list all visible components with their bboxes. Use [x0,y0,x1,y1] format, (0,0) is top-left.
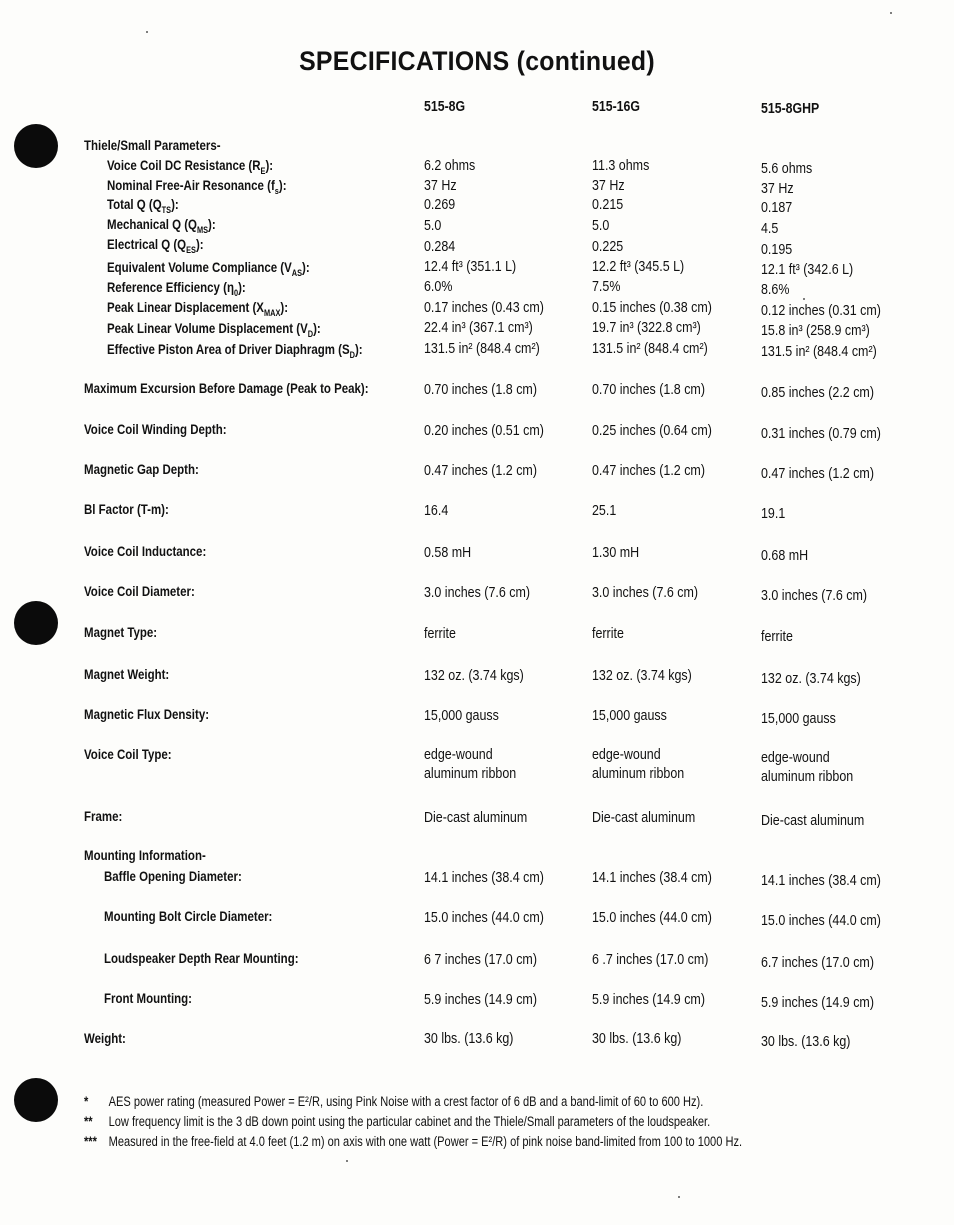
spec-value: 5.9 inches (14.9 cm) [424,992,537,1008]
spec-label-text: Reference Efficiency (η [107,279,234,295]
spec-label-text: Peak Linear Volume Displacement (V [107,320,308,336]
footnote [84,1114,710,1129]
spec-label-subscript: TS [161,204,172,215]
spec-value: 8.6% [761,282,790,298]
spec-value: 0.31 inches (0.79 cm) [761,426,881,442]
spec-value: edge-wound [761,750,830,766]
spec-value: 12.4 ft³ (351.1 L) [424,259,517,275]
spec-value: 15.0 inches (44.0 cm) [761,913,881,929]
spec-value: 5.6 ohms [761,161,813,177]
spec-label [107,216,216,235]
spec-value: 15,000 gauss [424,708,499,724]
spec-label-subscript: 0 [233,287,239,298]
spec-value: 6 7 inches (17.0 cm) [424,952,537,968]
spec-value: 16.4 [424,503,449,519]
spec-value: 4.5 [761,221,779,237]
spec-value: edge-wound [424,747,493,763]
spec-label-subscript: ES [186,244,196,255]
spec-label: Voice Coil Type: [84,746,172,762]
spec-label-subscript: MAX [263,307,281,318]
spec-label: Baffle Opening Diameter: [104,868,242,884]
spec-label-subscript: E [260,165,266,176]
spec-label [107,259,310,278]
spec-value: 0.15 inches (0.38 cm) [592,300,712,316]
spec-value: 12.2 ft³ (345.5 L) [592,259,685,275]
spec-value: Die-cast aluminum [592,810,696,826]
spec-value: 5.0 [424,218,442,234]
weight-value: 30 lbs. (13.6 kg) [761,1034,851,1050]
spec-label-text: Voice Coil DC Resistance (R [107,157,261,173]
spec-value: 0.269 [424,197,456,213]
spec-value: 15.0 inches (44.0 cm) [592,910,712,926]
spec-label-suffix: ): [354,341,363,357]
spec-label [107,236,204,255]
spec-label [107,299,288,318]
spec-label-subscript: D [349,349,355,360]
spec-label-text: Mechanical Q (Q [107,216,197,232]
spec-value: 3.0 inches (7.6 cm) [592,585,699,601]
scan-speck [890,12,892,14]
spec-label: Frame: [84,808,123,824]
spec-value: 5.0 [592,218,610,234]
spec-value: aluminum ribbon [761,769,854,785]
spec-value: 0.215 [592,197,624,213]
spec-value: 19.1 [761,506,786,522]
spec-value: 0.85 inches (2.2 cm) [761,385,874,401]
spec-label-text: Nominal Free-Air Resonance (f [107,177,275,193]
spec-label-subscript: AS [291,267,303,278]
spec-label-text: Equivalent Volume Compliance (V [107,259,292,275]
footnote-mark: ** [84,1114,93,1129]
spec-label: Magnet Type: [84,624,158,640]
spec-value: 131.5 in² (848.4 cm²) [424,341,540,357]
spec-value: 6.0% [424,279,453,295]
spec-label: Magnet Weight: [84,666,170,682]
footnote-text: AES power rating (measured Power = E²/R, using Pink Noise with a crest factor of 6 dB and a band-limit of 60 to 600 Hz). [108,1094,704,1109]
column-header-515-8ghp: 515-8GHP [761,101,820,117]
spec-value: 37 Hz [424,178,457,194]
punch-hole-icon [14,601,58,645]
spec-label: Mounting Bolt Circle Diameter: [104,908,273,924]
spec-value: 37 Hz [592,178,625,194]
spec-value: 0.12 inches (0.31 cm) [761,303,881,319]
spec-value: 22.4 in³ (367.1 cm³) [424,320,533,336]
spec-label-subscript: s [274,185,279,196]
spec-value: 0.58 mH [424,545,472,561]
spec-value: 0.47 inches (1.2 cm) [761,466,874,482]
spec-value: 132 oz. (3.74 kgs) [592,668,692,684]
spec-value: 131.5 in² (848.4 cm²) [592,341,708,357]
scan-speck [346,1160,348,1162]
spec-value: 3.0 inches (7.6 cm) [424,585,531,601]
footnote-mark: * [84,1094,89,1109]
spec-label: Bl Factor (T-m): [84,501,169,517]
spec-label: Front Mounting: [104,990,192,1006]
punch-hole-icon [14,1078,58,1122]
scan-speck [678,1196,680,1198]
spec-value: 0.284 [424,239,456,255]
spec-value: 0.47 inches (1.2 cm) [424,463,537,479]
punch-hole-icon [14,124,58,168]
spec-label [107,196,179,215]
spec-label-suffix: ): [208,216,216,232]
spec-value: ferrite [761,629,793,645]
spec-value: 0.187 [761,200,793,216]
spec-value: 1.30 mH [592,545,640,561]
spec-value: 15,000 gauss [592,708,667,724]
spec-label-suffix: ): [313,320,321,336]
spec-label: Voice Coil Diameter: [84,583,195,599]
spec-label-subscript: D [307,328,314,339]
spec-label-weight: Weight: [84,1030,126,1046]
section-heading-mounting: Mounting Information- [84,847,206,863]
spec-label: Voice Coil Winding Depth: [84,421,227,437]
spec-value: 12.1 ft³ (342.6 L) [761,262,854,278]
footnote [84,1094,703,1109]
spec-value: 132 oz. (3.74 kgs) [761,671,861,687]
spec-label-suffix: ): [265,157,274,173]
spec-value: Die-cast aluminum [761,813,865,829]
spec-label [107,157,273,176]
spec-value: 0.20 inches (0.51 cm) [424,423,544,439]
spec-label-text: Total Q (Q [107,196,162,212]
spec-value: 0.25 inches (0.64 cm) [592,423,712,439]
spec-value: 0.225 [592,239,624,255]
spec-label: Loudspeaker Depth Rear Mounting: [104,950,299,966]
footnote [84,1134,742,1149]
spec-value: 14.1 inches (38.4 cm) [592,870,712,886]
spec-value: 0.70 inches (1.8 cm) [424,382,537,398]
spec-value: ferrite [424,626,456,642]
spec-value: 131.5 in² (848.4 cm²) [761,344,877,360]
spec-value: aluminum ribbon [424,766,517,782]
spec-value: 14.1 inches (38.4 cm) [424,870,544,886]
spec-label-suffix: ): [278,177,287,193]
spec-value: 0.17 inches (0.43 cm) [424,300,544,316]
spec-label-suffix: ): [280,299,289,315]
spec-value: ferrite [592,626,624,642]
spec-value: 5.9 inches (14.9 cm) [761,995,874,1011]
spec-label-text: Effective Piston Area of Driver Diaphragm (S [107,341,350,357]
column-header-515-16g: 515-16G [592,99,640,115]
spec-value: 15.8 in³ (258.9 cm³) [761,323,870,339]
spec-label [107,279,246,298]
footnote-text: Low frequency limit is the 3 dB down point using the particular cabinet and the Thiele/Small parameters of the loudspeaker. [108,1114,711,1129]
spec-value: 19.7 in³ (322.8 cm³) [592,320,701,336]
spec-value: 0.70 inches (1.8 cm) [592,382,705,398]
spec-label-text: Peak Linear Displacement (X [107,299,264,315]
spec-value: 6 .7 inches (17.0 cm) [592,952,709,968]
spec-value: 0.47 inches (1.2 cm) [592,463,705,479]
spec-label: Voice Coil Inductance: [84,543,207,559]
spec-value: 7.5% [592,279,621,295]
spec-value: 6.2 ohms [424,158,476,174]
column-header-515-8g: 515-8G [424,99,466,115]
spec-label-subscript: MS [196,224,209,235]
spec-value: 5.9 inches (14.9 cm) [592,992,705,1008]
spec-value: aluminum ribbon [592,766,685,782]
page-title: SPECIFICATIONS (continued) [299,46,655,76]
spec-label [107,320,321,339]
spec-label: Magnetic Gap Depth: [84,461,199,477]
spec-label [107,177,287,196]
section-heading-thiele-small: Thiele/Small Parameters- [84,137,221,153]
spec-value: 0.195 [761,242,793,258]
spec-value: 15,000 gauss [761,711,836,727]
scan-speck [146,31,148,33]
footnote-mark: *** [84,1134,97,1149]
spec-value: 37 Hz [761,181,794,197]
spec-value: 15.0 inches (44.0 cm) [424,910,544,926]
spec-value: 3.0 inches (7.6 cm) [761,588,868,604]
spec-value: Die-cast aluminum [424,810,528,826]
spec-value: 11.3 ohms [592,158,650,174]
spec-label: Magnetic Flux Density: [84,706,210,722]
spec-label-suffix: ): [238,279,246,295]
spec-label-suffix: ): [302,259,310,275]
spec-value: 25.1 [592,503,617,519]
spec-value: 132 oz. (3.74 kgs) [424,668,524,684]
weight-value: 30 lbs. (13.6 kg) [424,1031,514,1047]
spec-value: 0.68 mH [761,548,809,564]
spec-value: 14.1 inches (38.4 cm) [761,873,881,889]
spec-label [107,341,363,360]
spec-value: edge-wound [592,747,661,763]
spec-value: 6.7 inches (17.0 cm) [761,955,874,971]
weight-value: 30 lbs. (13.6 kg) [592,1031,682,1047]
spec-label-suffix: ): [195,236,204,252]
spec-label: Maximum Excursion Before Damage (Peak to Peak): [84,380,369,396]
spec-label-suffix: ): [171,196,179,212]
footnote-text: Measured in the free-field at 4.0 feet (1.2 m) on axis with one watt (Power = E²/R) of pink noise band-limited from 100 to 1000 Hz. [108,1134,743,1149]
scan-speck [803,298,805,300]
spec-label-text: Electrical Q (Q [107,236,187,252]
